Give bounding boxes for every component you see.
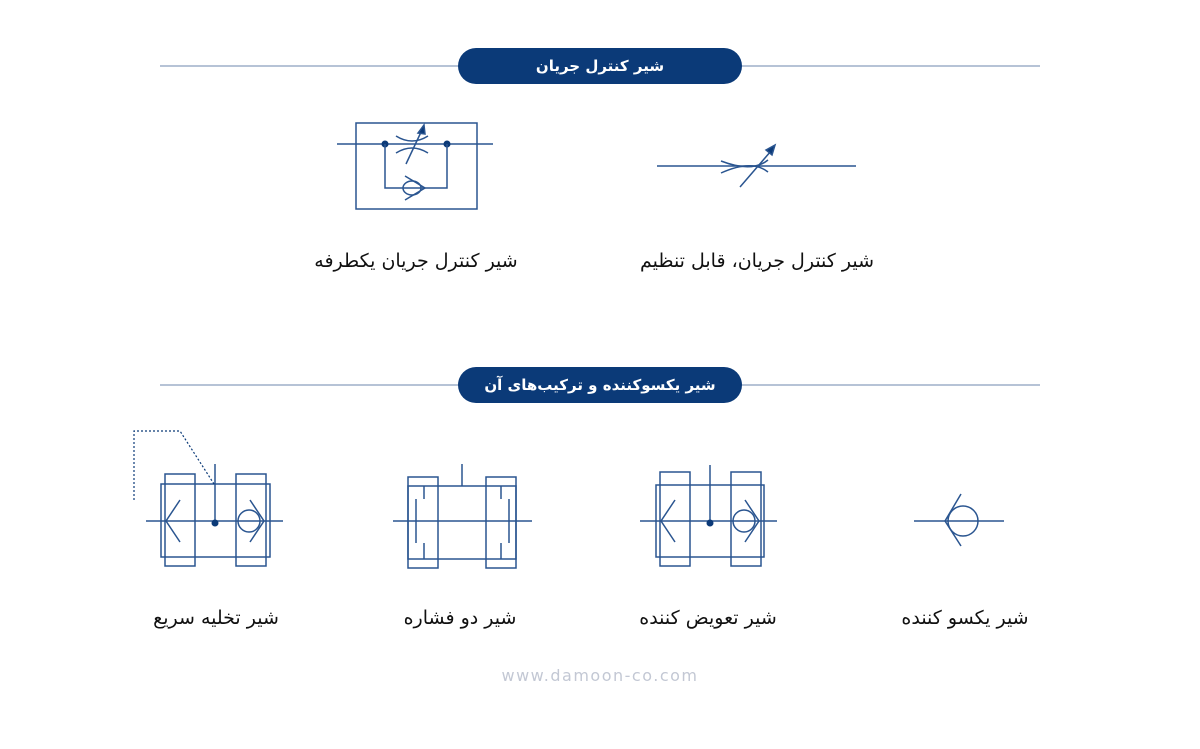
label-check-valve: شیر یکسو کننده [901,607,1029,629]
quick-exhaust-valve-symbol [134,431,283,566]
label-one-way-flow-control: شیر کنترل جریان یکطرفه [314,250,518,272]
label-shuttle: شیر تعویض کننده [639,607,777,629]
section-title-check-valves: شیر یکسوکننده و ترکیب‌های آن [458,367,742,403]
two-pressure-valve-symbol [393,464,532,568]
label-quick-exhaust: شیر تخلیه سریع [153,607,279,629]
check-valve-symbol [914,494,1004,546]
section-title-flow-control: شیر کنترل جریان [458,48,742,84]
shuttle-valve-symbol [640,465,777,566]
label-two-pressure: شیر دو فشاره [403,607,517,629]
label-adjustable-flow-control: شیر کنترل جریان، قابل تنظیم [639,250,875,272]
one-way-flow-control-valve-symbol [337,123,493,209]
adjustable-flow-control-valve-symbol [657,145,856,187]
watermark: www.damoon-co.com [501,666,699,685]
